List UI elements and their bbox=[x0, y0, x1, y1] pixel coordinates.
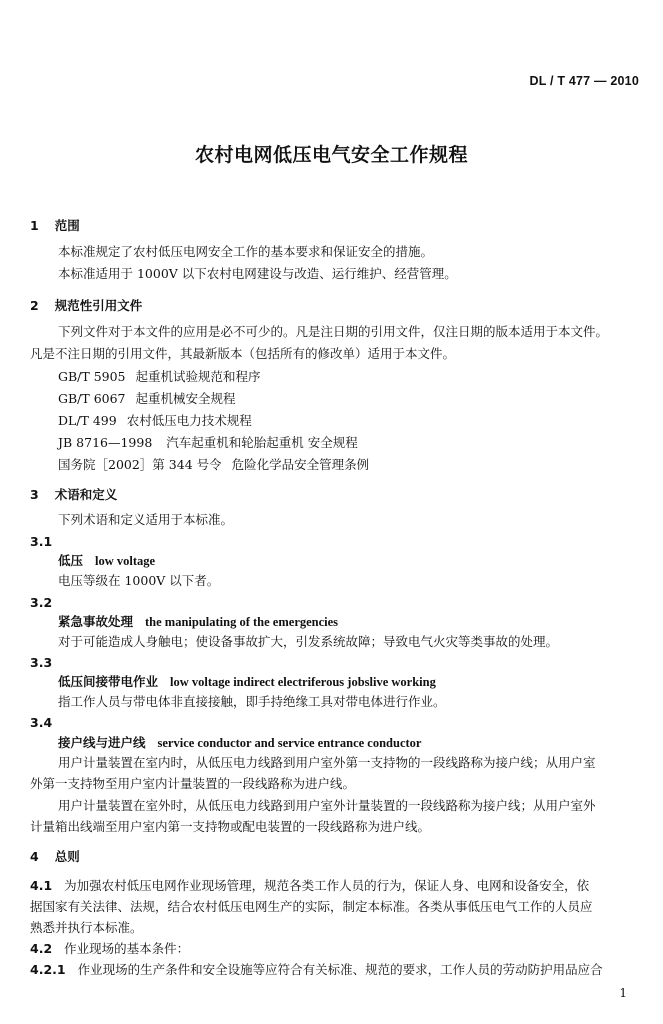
clause-number: 4.2 bbox=[30, 941, 53, 956]
reference-title: 起重机试验规范和程序 bbox=[135, 369, 261, 384]
term-definition: 指工作人员与带电体非直接接触，即手持绝缘工具对带电体进行作业。 bbox=[58, 694, 446, 709]
reference-item bbox=[58, 368, 261, 386]
term-en: low voltage bbox=[95, 554, 156, 568]
paragraph: 本标准规定了农村低压电网安全工作的基本要求和保证安全的措施。 bbox=[58, 244, 434, 259]
reference-title: 危险化学品安全管理条例 bbox=[231, 457, 370, 472]
reference-code: DL/T 499 bbox=[58, 413, 117, 428]
section-heading-text: 总则 bbox=[54, 849, 80, 864]
term-number: 3.4 bbox=[30, 715, 53, 730]
section-number: 3 bbox=[30, 487, 39, 502]
clause-4-1 bbox=[30, 877, 589, 895]
section-heading-text: 规范性引用文件 bbox=[54, 298, 143, 313]
term-definition: 电压等级在 1000V 以下者。 bbox=[58, 573, 220, 588]
clause-number: 4.2.1 bbox=[30, 962, 66, 977]
section-4-heading bbox=[30, 848, 80, 866]
term-cn: 低压间接带电作业 bbox=[58, 674, 159, 689]
paragraph: 下列术语和定义适用于本标准。 bbox=[58, 512, 234, 527]
term-number: 3.2 bbox=[30, 595, 53, 610]
reference-title: 汽车起重机和轮胎起重机 安全规程 bbox=[166, 435, 358, 450]
term-title bbox=[58, 673, 436, 691]
reference-item bbox=[58, 456, 369, 474]
clause-text: 作业现场的生产条件和安全设施等应符合有关标准、规范的要求，工作人员的劳动防护用品应合 bbox=[77, 962, 603, 977]
term-cn: 紧急事故处理 bbox=[58, 614, 134, 629]
reference-code: GB/T 5905 bbox=[58, 369, 126, 384]
clause-4-2-1 bbox=[30, 961, 603, 979]
section-heading-text: 术语和定义 bbox=[54, 487, 118, 502]
paragraph: 下列文件对于本文件的应用是必不可少的。凡是注日期的引用文件，仅注日期的版本适用于本文件。 bbox=[58, 324, 609, 339]
section-number: 4 bbox=[30, 849, 39, 864]
reference-code: 国务院［2002］第 344 号令 bbox=[58, 457, 222, 472]
reference-item bbox=[58, 390, 236, 408]
section-number: 2 bbox=[30, 298, 39, 313]
clause-4-2 bbox=[30, 940, 189, 958]
page-number: 1 bbox=[619, 986, 627, 1000]
section-2-heading bbox=[30, 297, 142, 315]
term-title bbox=[58, 552, 155, 570]
term-definition: 对于可能造成人身触电；使设备事故扩大，引发系统故障；导致电气火灾等类事故的处理。 bbox=[58, 634, 559, 649]
clause-number: 4.1 bbox=[30, 878, 53, 893]
reference-code: JB 8716—1998 bbox=[58, 435, 153, 450]
term-en: service conductor and service entrance conductor bbox=[157, 736, 422, 750]
term-title bbox=[58, 734, 421, 752]
reference-item bbox=[58, 412, 252, 430]
paragraph: 用户计量装置在室外时，从低压电力线路到用户室外计量装置的一段线路称为接户线；从用户室外 bbox=[58, 798, 596, 813]
term-cn: 低压 bbox=[58, 553, 84, 568]
paragraph: 凡是不注日期的引用文件，其最新版本（包括所有的修改单）适用于本文件。 bbox=[30, 346, 456, 361]
paragraph: 外第一支持物至用户室内计量装置的一段线路称为进户线。 bbox=[30, 776, 356, 791]
reference-title: 起重机械安全规程 bbox=[135, 391, 236, 406]
section-number: 1 bbox=[30, 218, 39, 233]
term-title bbox=[58, 613, 338, 631]
standard-code: DL / T 477 — 2010 bbox=[529, 74, 639, 88]
paragraph: 计量箱出线端至用户室内第一支持物或配电装置的一段线路称为进户线。 bbox=[30, 819, 431, 834]
paragraph: 用户计量装置在室内时，从低压电力线路到用户室外第一支持物的一段线路称为接户线；从用户室 bbox=[58, 755, 596, 770]
clause-text: 作业现场的基本条件： bbox=[64, 941, 190, 956]
reference-item bbox=[58, 434, 358, 452]
clause-text: 为加强农村低压电网作业现场管理，规范各类工作人员的行为，保证人身、电网和设备安全，依 bbox=[64, 878, 590, 893]
reference-title: 农村低压电力技术规程 bbox=[126, 413, 252, 428]
term-cn: 接户线与进户线 bbox=[58, 735, 146, 750]
section-heading-text: 范围 bbox=[54, 218, 80, 233]
term-number: 3.3 bbox=[30, 655, 53, 670]
paragraph: 据国家有关法律、法规，结合农村低压电网生产的实际，制定本标准。各类从事低压电气工作的人员应 bbox=[30, 899, 593, 914]
paragraph: 熟悉并执行本标准。 bbox=[30, 920, 143, 935]
reference-code: GB/T 6067 bbox=[58, 391, 126, 406]
page-title: 农村电网低压电气安全工作规程 bbox=[194, 144, 468, 166]
paragraph: 本标准适用于 1000V 以下农村电网建设与改造、运行维护、经营管理。 bbox=[58, 266, 457, 281]
section-1-heading bbox=[30, 217, 80, 235]
section-3-heading bbox=[30, 486, 117, 504]
term-number: 3.1 bbox=[30, 534, 53, 549]
term-en: the manipulating of the emergencies bbox=[145, 615, 339, 629]
term-en: low voltage indirect electriferous jobslive working bbox=[170, 675, 436, 689]
